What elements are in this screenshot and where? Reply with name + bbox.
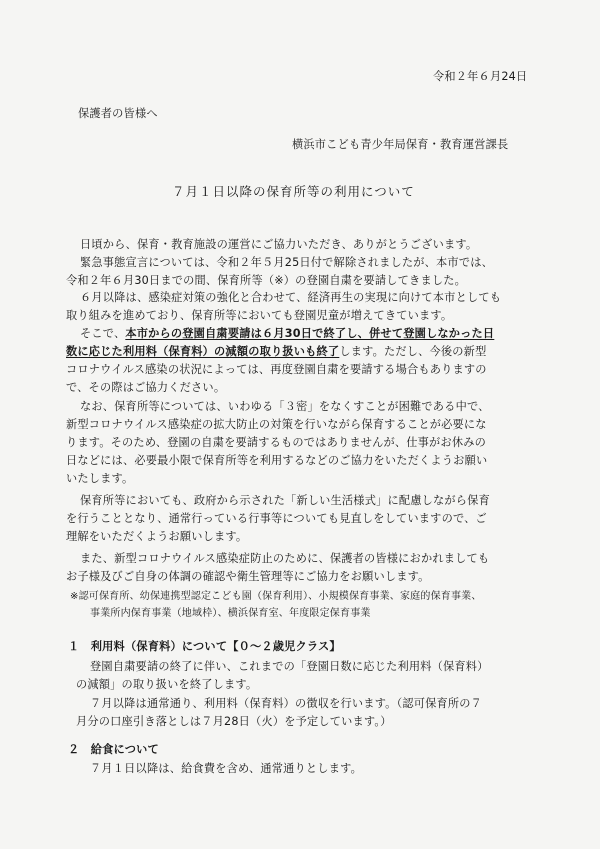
body-line: で、その際はご協力ください。 [66, 381, 226, 394]
section-1-line: の減額」の取り扱いを終了します。 [76, 678, 258, 691]
emphasized-notice: 数に応じた利用料（保育料）の減額の取り扱いも終了 [66, 345, 340, 358]
body-line: を行うこととなり、通常行っている行事等についても見直しをしていますので、ご [66, 512, 487, 525]
section-1-line: ７月以降は通常通り、利用料（保育料）の徴収を行います。（認可保育所の７ [90, 697, 483, 710]
footnote-line: ※認可保育所、幼保連携型認定こども園（保育利用）、小規模保育事業、家庭的保育事業、 [70, 591, 482, 602]
body-line: 日などには、必要最小限で保育所等を利用するなどのご協力をいただくようお願い [66, 454, 488, 467]
footnote-line: 事業所内保育事業（地域枠）、横浜保育室、年度限定保育事業 [90, 608, 371, 619]
document-title: ７月１日以降の保育所等の利用について [172, 184, 415, 199]
body-line [80, 327, 494, 341]
body-line: お子様及びご自身の体調の確認や衛生管理等にご協力をお願いします。 [66, 570, 430, 583]
section-2-heading: ２ 給食について [68, 743, 159, 756]
body-text: します。ただし、今後の新型 [339, 345, 487, 358]
body-line: 緊急事態宣言については、令和２年５月25日付で解除されましたが、本市では、 [80, 256, 493, 269]
body-line: いたします。 [66, 472, 134, 485]
body-line: 令和２年６月30日までの間、保育所等（※）の登園自粛を要請してきました。 [66, 274, 466, 287]
body-line [66, 345, 486, 359]
body-line: 理解をいただくようお願いします。 [66, 530, 248, 543]
body-line: ６月以降は、感染症対策の強化と合わせて、経済再生の実現に向けて本市としても [80, 291, 502, 304]
section-1-line: 月分の口座引き落としは７月28日（火）を予定しています。） [76, 715, 392, 728]
document-date: 令和２年６月24日 [433, 70, 528, 83]
body-line: 新型コロナウイルス感染症の拡大防止の対策を行いながら保育することが必要にな [66, 418, 487, 431]
body-text: そこで、 [80, 327, 126, 340]
section-2-line: ７月１日以降は、給食費を含め、通常通りとします。 [90, 762, 362, 775]
emphasized-notice: 本市からの登園自粛要請は６月30日で終了し、併せて登園しなかった日 [125, 327, 495, 340]
section-1-heading: １ 利用料（保育料）について【０～２歳児クラス】 [68, 640, 341, 653]
body-line: 取り組みを進めており、保育所等においても登園児童が増えてきています。 [66, 309, 453, 322]
body-line: 日頃から、保育・教育施設の運営にご協力いただき、ありがとうございます。 [80, 238, 478, 251]
body-line: 保育所等においても、政府から示された「新しい生活様式」に配慮しながら保育 [80, 494, 490, 507]
body-line: また、新型コロナウイルス感染症防止のために、保護者の皆様におかれましても [80, 552, 490, 565]
section-1-line: 登園自粛要請の終了に伴い、これまでの「登園日数に応じた利用料（保育料） [90, 660, 489, 673]
sender-line: 横浜市こども青少年局保育・教育運営課長 [292, 138, 509, 151]
body-line: なお、保育所等については、いわゆる「３密」をなくすことが困難である中で、 [80, 400, 490, 413]
body-line: コロナウイルス感染の状況によっては、再度登園自粛を要請する場合もありますの [66, 363, 487, 376]
recipient-line: 保護者の皆様へ [78, 107, 158, 120]
body-line: ります。そのため、登園の自粛を要請するものではありませんが、仕事がお休みの [66, 436, 486, 449]
